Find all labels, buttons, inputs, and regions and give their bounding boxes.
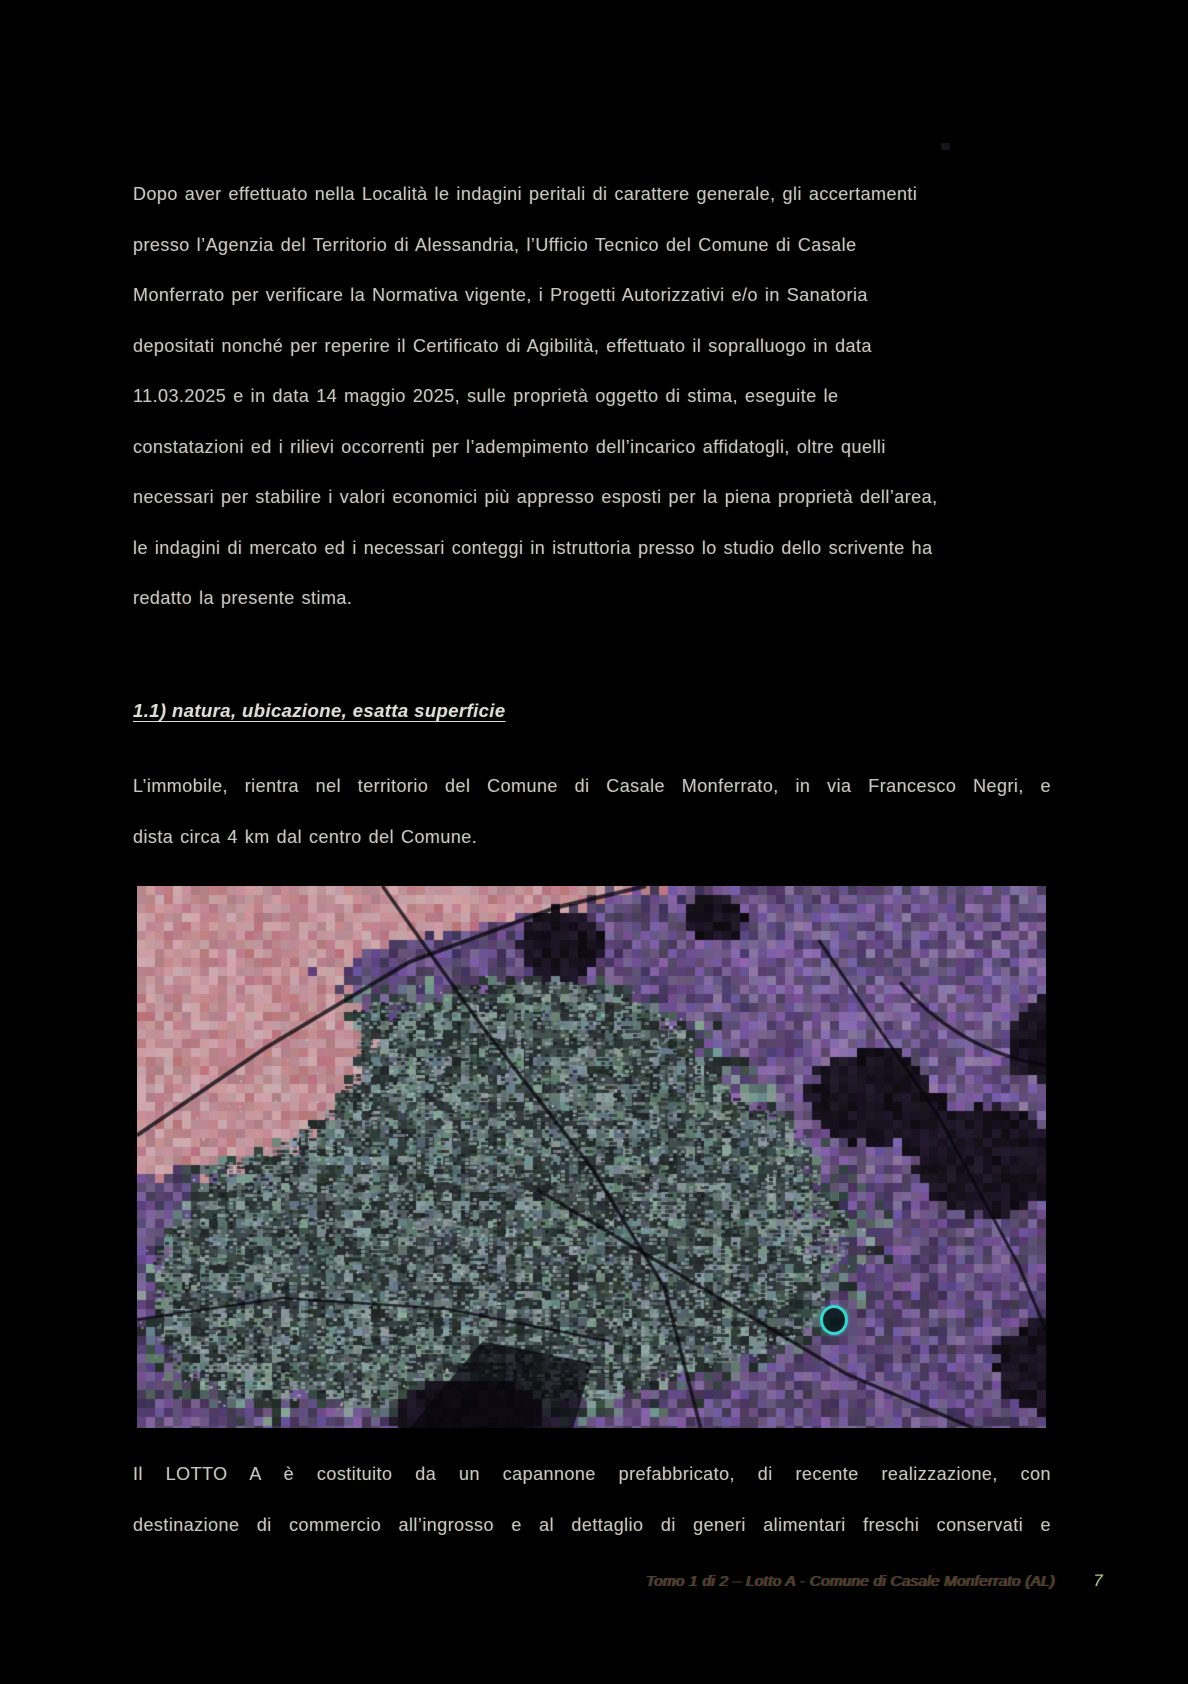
text-line: constatazioni ed i rilievi occorrenti per l’adempimento dell’incarico affidatogli, oltre quelli [133,436,886,457]
text-line: Il LOTTO A è costituito da un capannone prefabbricato, di recente realizzazione, con [133,1464,1051,1484]
paragraph-lotto [133,1449,1051,1550]
text-line: Monferrato per verificare la Normativa vigente, i Progetti Autorizzativi e/o in Sanatoria [133,285,868,305]
text-line: presso l’Agenzia del Territorio di Alessandria, l’Ufficio Tecnico del Comune di Casale [133,234,857,255]
satellite-map-figure [137,886,1046,1428]
page-smudge [941,143,950,150]
footer-text: Tomo 1 di 2 – Lotto A - Comune di Casale Monferrato (AL) [646,1573,1056,1590]
text-line: redatto la presente stima. [133,588,353,608]
text-line: le indagini di mercato ed i necessari conteggi in istruttoria presso lo studio dello scrivente ha [133,537,933,558]
text-line: destinazione di commercio all’ingrosso e al dettaglio di generi alimentari freschi conservati e [133,1514,1051,1535]
text-line: Dopo aver effettuato nella Località le indagini peritali di carattere generale, gli accertamenti [133,184,918,204]
location-marker [820,1305,848,1335]
text-line: L’immobile, rientra nel territorio del Comune di Casale Monferrato, in via Francesco Negri, e [133,776,1051,796]
paragraph-location [133,761,1051,862]
text-line: dista circa 4 km dal centro del Comune. [133,826,478,847]
paragraph-intro [133,169,1051,624]
section-heading: 1.1) natura, ubicazione, esatta superficie [133,700,506,721]
text-line: 11.03.2025 e in data 14 maggio 2025, sulle proprietà oggetto di stima, eseguite le [133,386,839,406]
text-line: necessari per stabilire i valori economici più appresso esposti per la piena proprietà dell’area, [133,487,938,507]
satellite-map-image [137,886,1046,1428]
page-footer [646,1572,1103,1591]
text-line: depositati nonché per reperire il Certificato di Agibilità, effettuato il sopralluogo in data [133,335,872,356]
page-number: 7 [1093,1572,1103,1590]
